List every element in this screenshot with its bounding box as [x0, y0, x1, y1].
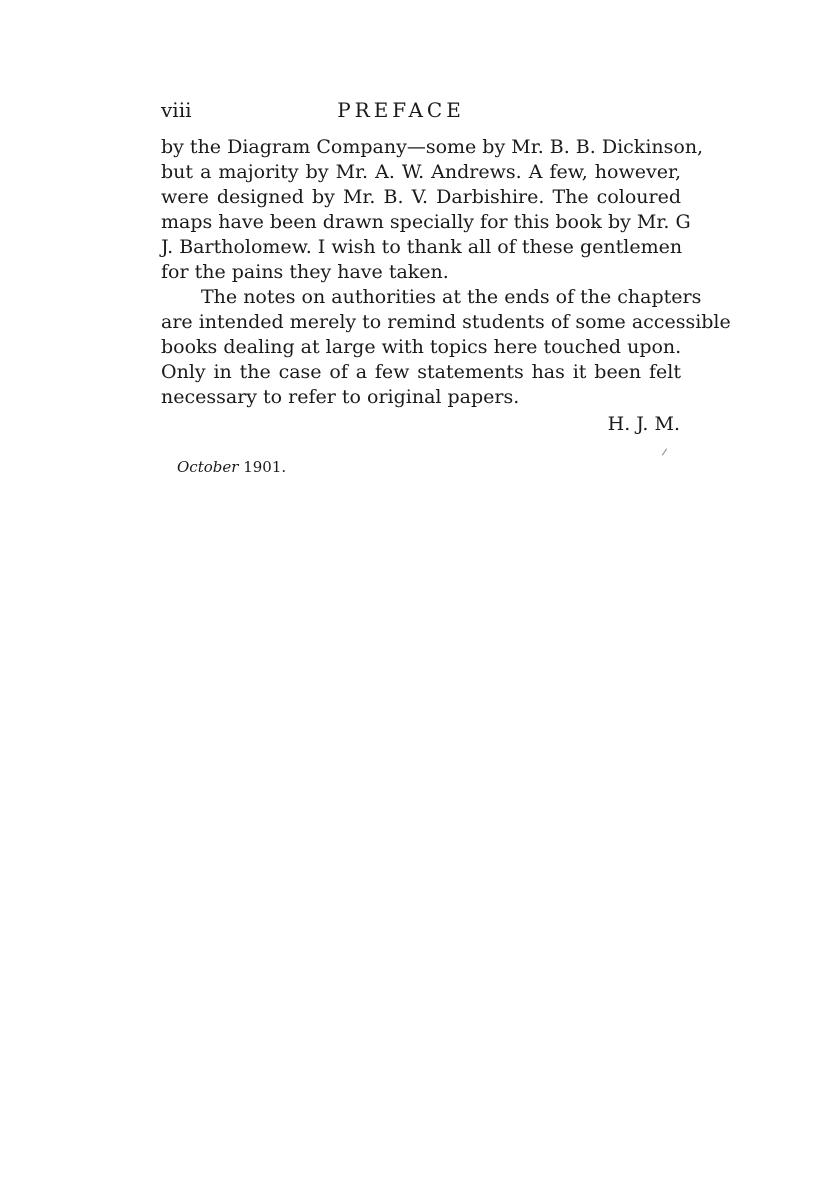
text-line: maps have been drawn specially for this book by Mr. G	[161, 211, 691, 233]
text-line: by the Diagram Company—some by Mr. B. B. Dickinson,	[161, 136, 704, 158]
text-line: are intended merely to remind students of some accessible	[161, 311, 731, 333]
text-line: J. Bartholomew. I wish to thank all of these gentlemen	[161, 236, 683, 258]
paragraph-2	[161, 285, 731, 410]
paragraph-1	[161, 135, 704, 285]
text-line: Only in the case of a few statements has it been felt	[161, 361, 681, 383]
text-line: The notes on authorities at the ends of the chapters	[201, 286, 702, 308]
page-number: viii	[161, 98, 192, 122]
running-head	[161, 96, 681, 124]
date-year: 1901.	[243, 458, 287, 476]
author-signature: H. J. M.	[607, 413, 680, 435]
text-line: but a majority by Mr. A. W. Andrews. A few, however,	[161, 161, 681, 183]
text-line: books dealing at large with topics here touched upon.	[161, 336, 682, 358]
date-month: October	[177, 458, 239, 476]
stray-mark	[662, 448, 667, 455]
text-line: were designed by Mr. B. V. Darbishire. The coloured	[161, 186, 681, 208]
text-line: for the pains they have taken.	[161, 261, 449, 283]
preface-body	[161, 135, 731, 410]
text-line: necessary to refer to original papers.	[161, 386, 520, 408]
dateline	[177, 456, 286, 478]
running-title: PREFACE	[337, 98, 465, 122]
